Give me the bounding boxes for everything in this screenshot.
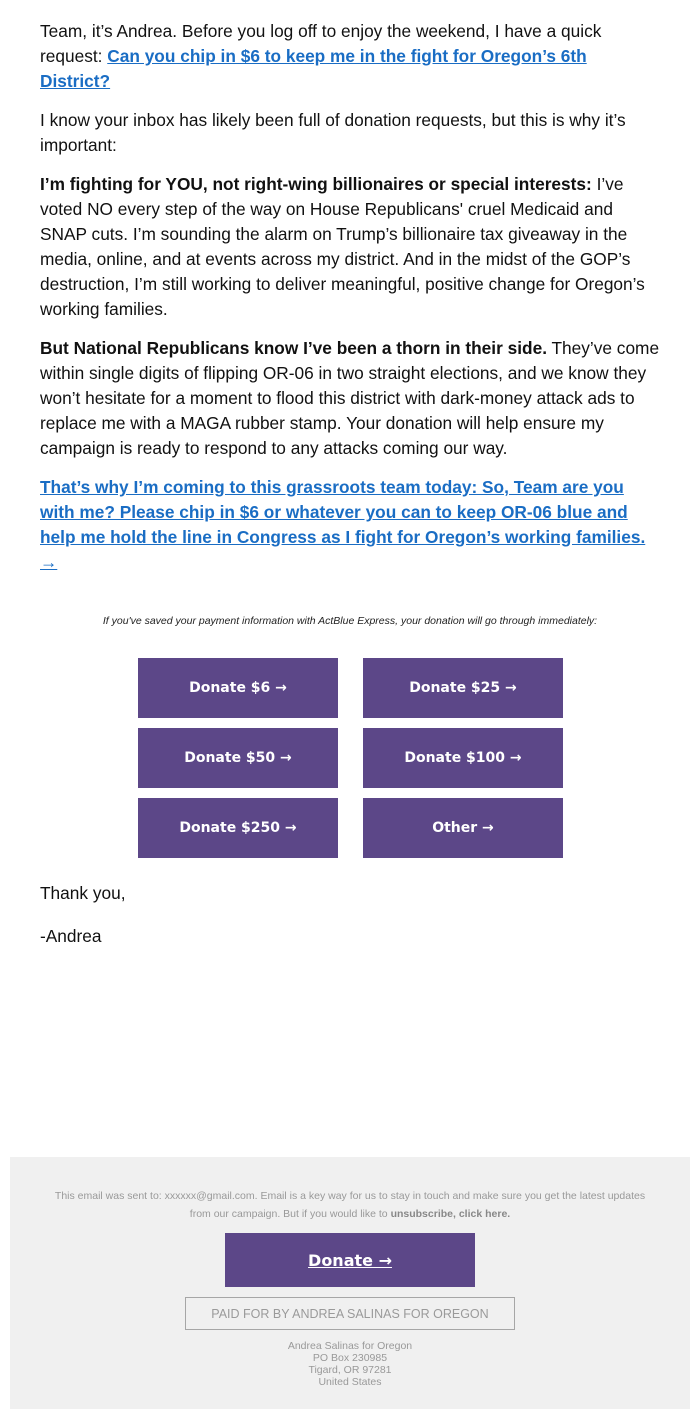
intro-paragraph: Team, it’s Andrea. Before you log off to enjoy the weekend, I have a quick request: Can you chip in $6 to keep me in the fight for Oregon’s 6th District? — [40, 21, 602, 91]
cta-link[interactable]: That’s why I’m coming to this grassroots team today: So, Team are you with me? Please chip in $6 or whatever you can to keep OR-06 blue and help me hold the line in Congress as I fight for Oregon’s working families. → — [40, 477, 646, 572]
mailing-address: Andrea Salinas for Oregon PO Box 230985 Tigard, OR 97281 United States — [287, 1340, 413, 1388]
actblue-express-note: If you've saved your payment information with ActBlue Express, your donation will go through immediately: — [102, 615, 598, 627]
donate-25-button[interactable]: Donate $25 → — [363, 658, 563, 718]
cta-paragraph — [40, 475, 660, 575]
footer — [10, 1157, 690, 1409]
donate-100-button[interactable]: Donate $100 → — [363, 728, 563, 788]
donate-250-button[interactable]: Donate $250 → — [138, 798, 338, 858]
paid-for-disclaimer: PAID FOR BY ANDREA SALINAS FOR OREGON — [185, 1297, 515, 1330]
inbox-paragraph: I know your inbox has likely been full of donation requests, but this is why it’s important: — [40, 110, 626, 155]
signature: -Andrea — [40, 926, 102, 946]
fighting-paragraph: I’m fighting for YOU, not right-wing billionaires or special interests: I’ve voted NO every step of the way on House Republicans' cruel Medicaid and SNAP cuts. I’m sounding the alarm on Trump’s billionaire tax giveaway in the media, online, and at events across my district. And in the midst of the GOP’s destruction, I’m still working to deliver meaningful, positive change for Oregon’s working families. — [40, 174, 645, 319]
donate-50-button[interactable]: Donate $50 → — [138, 728, 338, 788]
chip-in-link[interactable]: Can you chip in $6 to keep me in the fight for Oregon’s 6th District? — [40, 46, 587, 91]
email-body — [40, 19, 660, 589]
unsubscribe-link[interactable]: unsubscribe, click here. — [390, 1208, 511, 1220]
donate-other-button[interactable]: Other → — [363, 798, 563, 858]
republicans-paragraph: But National Republicans know I’ve been a thorn in their side. They’ve come within single digits of flipping OR-06 in two straight elections, and we know they won’t hesitate for a moment to flood this district with dark-money attack ads to replace me with a MAGA rubber stamp. Your donation will help ensure my campaign is ready to respond to any attacks coming our way. — [40, 338, 660, 458]
donate-6-button[interactable]: Donate $6 → — [138, 658, 338, 718]
footer-sent-to: This email was sent to: xxxxxx@gmail.com. Email is a key way for us to stay in touch and make sure you get the latest updates from our campaign. But if you would like to unsubscribe, click here. — [54, 1190, 646, 1220]
closing-text: Thank you, — [40, 883, 126, 903]
footer-donate-button[interactable]: Donate → — [225, 1233, 475, 1287]
